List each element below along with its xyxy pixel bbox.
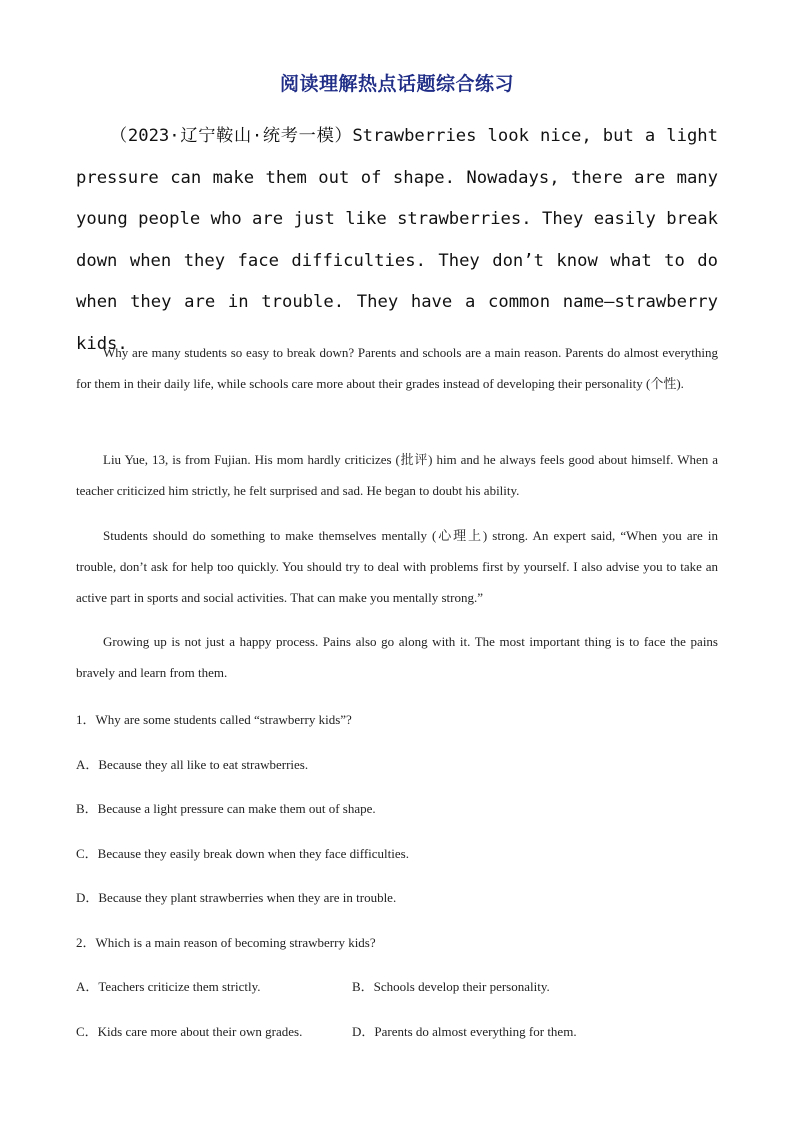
question-2-option-c: C．Kids care more about their own grades. xyxy=(76,1024,303,1039)
paragraph-2: Liu Yue, 13, is from Fujian. His mom hardly criticizes (批评) him and he always feels good about himself. When a teacher criticized him strictly, he felt surprised and sad. He began to doubt his ability. xyxy=(76,452,718,498)
question-2-option-d: D．Parents do almost everything for them. xyxy=(352,1024,577,1039)
question-2-stem: 2．Which is a main reason of becoming strawberry kids? xyxy=(76,935,376,950)
paragraph-1: Why are many students so easy to break down? Parents and schools are a main reason. Parents do almost everything for them in their daily life, while schools care more about their grades instead of developing their personality (个性). xyxy=(76,345,718,391)
question-2-option-b: B．Schools develop their personality. xyxy=(352,979,550,994)
question-1-option-c: C．Because they easily break down when they face difficulties. xyxy=(76,846,409,861)
intro-passage: （2023·辽宁鞍山·统考一模）Strawberries look nice, but a light pressure can make them out of shape. Nowadays, there are many young people who are just like strawberries. They easily break down when they face difficulties. They don’t know what to do when they are in trouble. They have a common name—strawberry kids. xyxy=(76,126,718,354)
paragraph-3: Students should do something to make themselves mentally (心理上) strong. An expert said, “When you are in trouble, don’t ask for help too quickly. You should try to deal with problems first by yourself. I also advise you to take an active part in sports and social activities. That can make you mentally strong.” xyxy=(76,528,718,605)
question-1-option-b: B．Because a light pressure can make them out of shape. xyxy=(76,801,376,816)
question-1-option-a: A．Because they all like to eat strawberries. xyxy=(76,757,309,772)
question-1-stem: 1．Why are some students called “strawberry kids”? xyxy=(76,712,352,727)
paragraph-4: Growing up is not just a happy process. Pains also go along with it. The most important thing is to face the pains bravely and learn from them. xyxy=(76,634,718,680)
question-1-option-d: D．Because they plant strawberries when they are in trouble. xyxy=(76,890,397,905)
page-title: 阅读理解热点话题综合练习 xyxy=(279,73,514,95)
question-2-option-a: A．Teachers criticize them strictly. xyxy=(76,979,261,994)
